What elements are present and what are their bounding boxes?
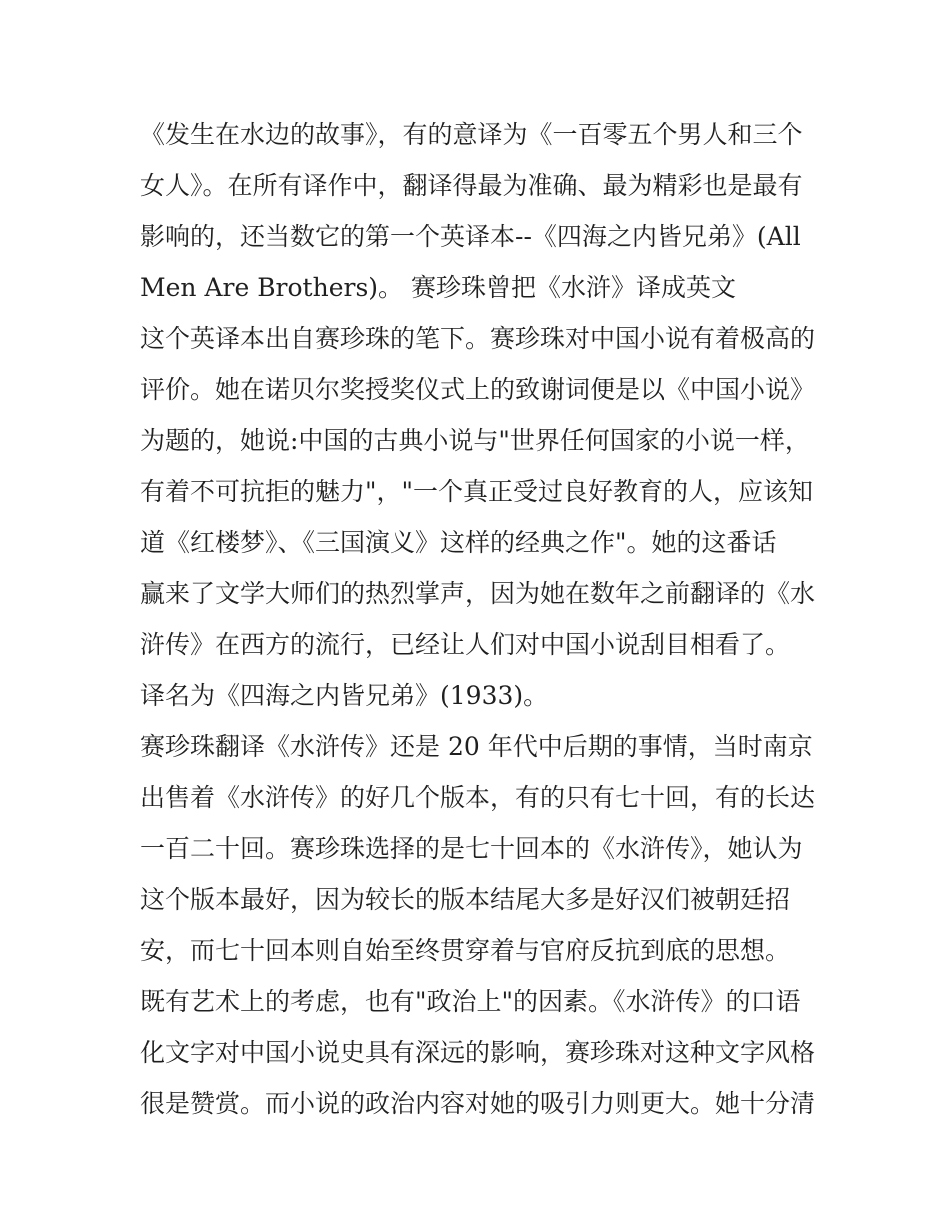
text-line: 既有艺术上的考虑，也有"政治上"的因素。《水浒传》的口语: [140, 987, 801, 1016]
text-line: 浒传》在西方的流行，已经让人们对中国小说刮目相看了。: [140, 630, 791, 659]
text-line: 很是赞赏。而小说的政治内容对她的吸引力则更大。她十分清: [140, 1089, 816, 1118]
text-line: 《发生在水边的故事》，有的意译为《一百零五个男人和三个: [140, 120, 803, 149]
text-line: 赛珍珠翻译《水浒传》还是 20 年代中后期的事情，当时南京: [140, 732, 813, 761]
text-line: 道《红楼梦》、《三国演义》这样的经典之作"。她的这番话: [140, 528, 777, 557]
text-line: 一百二十回。赛珍珠选择的是七十回本的《水浒传》，她认为: [140, 834, 803, 863]
text-line: 出售着《水浒传》的好几个版本，有的只有七十回，有的长达: [140, 783, 816, 812]
text-line: 这个英译本出自赛珍珠的笔下。赛珍珠对中国小说有着极高的: [140, 324, 816, 353]
text-line: 女人》。在所有译作中，翻译得最为准确、最为精彩也是最有: [140, 171, 803, 200]
text-line: 评价。她在诺贝尔奖授奖仪式上的致谢词便是以《中国小说》: [140, 375, 816, 404]
text-line: 译名为《四海之内皆兄弟》(1933)。: [140, 681, 549, 710]
text-line: 有着不可抗拒的魅力"，"一个真正受过良好教育的人，应该知: [140, 477, 814, 506]
text-line: Men Are Brothers)。 赛珍珠曾把《水浒》译成英文: [140, 273, 736, 302]
text-line: 这个版本最好，因为较长的版本结尾大多是好汉们被朝廷招: [140, 885, 791, 914]
text-line: 为题的，她说:中国的古典小说与"世界任何国家的小说一样，: [140, 426, 810, 455]
text-line: 化文字对中国小说史具有深远的影响，赛珍珠对这种文字风格: [140, 1038, 816, 1067]
text-line: 影响的，还当数它的第一个英译本--《四海之内皆兄弟》(All: [140, 222, 801, 251]
body-text: [140, 109, 830, 1129]
text-line: 赢来了文学大师们的热烈掌声，因为她在数年之前翻译的《水: [140, 579, 816, 608]
text-line: 安，而七十回本则自始至终贯穿着与官府反抗到底的思想。: [140, 936, 791, 965]
